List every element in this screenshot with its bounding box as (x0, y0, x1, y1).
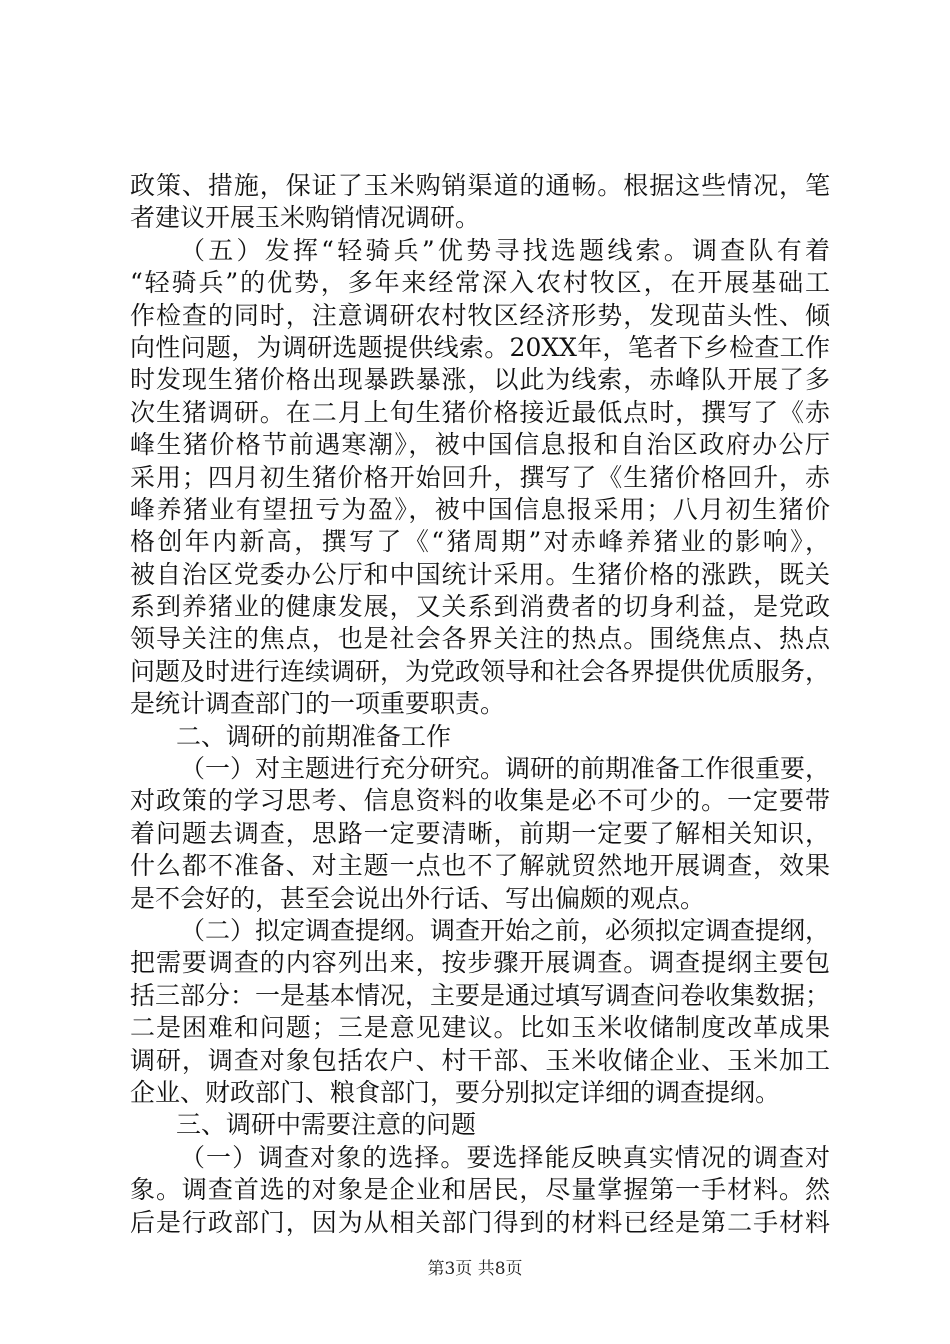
text-line-20: 对政策的学习思考、信息资料的收集是必不可少的。一定要带 (130, 786, 830, 816)
text-line-26: 括三部分：一是基本情况，主要是通过填写调查问卷收集数据； (130, 980, 831, 1010)
text-line-21: 着问题去调查，思路一定要清晰，前期一定要了解相关知识， (130, 818, 830, 848)
text-line-5: 作检查的同时，注意调研农村牧区经济形势，发现苗头性、倾 (130, 300, 830, 330)
text-line-14: 系到养猪业的健康发展，又关系到消费者的切身利益，是党政 (130, 592, 830, 622)
text-line-32: 象。调查首选的对象是企业和居民，尽量掌握第一手材料。然 (130, 1175, 830, 1205)
page-number-label: 第3页 共8页 (427, 1259, 523, 1279)
text-line-29: 企业、财政部门、粮食部门，要分别拟定详细的调查提纲。 (130, 1077, 781, 1107)
text-line-1: 政策、措施，保证了玉米购销渠道的通畅。根据这些情况，笔 (130, 171, 830, 200)
text-line-31: （一）调查对象的选择。要选择能反映真实情况的调查对 (180, 1142, 830, 1172)
section-heading-3: 三、调研中需要注意的问题 (176, 1110, 477, 1140)
text-line-2: 者建议开展玉米购销情况调研。 (130, 203, 481, 233)
text-line-17: 是统计调查部门的一项重要职责。 (130, 689, 506, 719)
text-line-12: 格创年内新高，撰写了《“猪周期”对赤峰养猪业的影响》， (130, 527, 830, 557)
text-line-22: 什么都不准备、对主题一点也不了解就贸然地开展调查，效果 (130, 851, 830, 881)
page-footer (0, 1258, 950, 1280)
text-line-3: （五）发挥“轻骑兵”优势寻找选题线索。调查队有着 (180, 235, 830, 265)
text-line-10: 采用；四月初生猪价格开始回升，撰写了《生猪价格回升，赤 (130, 462, 830, 492)
text-line-15: 领导关注的焦点，也是社会各界关注的热点。围绕焦点、热点 (130, 624, 830, 654)
document-body (130, 170, 830, 1239)
text-line-7: 时发现生猪价格出现暴跌暴涨，以此为线索，赤峰队开展了多 (130, 365, 830, 395)
text-line-27: 二是困难和问题；三是意见建议。比如玉米收储制度改革成果 (130, 1013, 830, 1043)
text-line-19: （一）对主题进行充分研究。调研的前期准备工作很重要， (180, 754, 831, 784)
text-line-6: 向性问题，为调研选题提供线索。20XX年，笔者下乡检查工作 (130, 332, 830, 362)
text-line-13: 被自治区党委办公厅和中国统计采用。生猪价格的涨跌，既关 (130, 559, 830, 589)
section-heading-2: 二、调研的前期准备工作 (176, 721, 452, 751)
text-line-8: 次生猪调研。在二月上旬生猪价格接近最低点时，撰写了《赤 (130, 397, 830, 427)
text-line-25: 把需要调查的内容列出来，按步骤开展调查。调查提纲主要包 (130, 948, 830, 978)
text-line-11: 峰养猪业有望扭亏为盈》，被中国信息报采用；八月初生猪价 (130, 494, 830, 524)
text-line-16: 问题及时进行连续调研，为党政领导和社会各界提供优质服务， (130, 656, 831, 686)
text-line-4: “轻骑兵”的优势，多年来经常深入农村牧区，在开展基础工 (130, 268, 830, 298)
text-line-24: （二）拟定调查提纲。调查开始之前，必须拟定调查提纲， (180, 915, 831, 945)
text-line-33: 后是行政部门，因为从相关部门得到的材料已经是第二手材料 (130, 1207, 830, 1237)
text-line-23: 是不会好的，甚至会说出外行话、写出偏颇的观点。 (130, 883, 706, 913)
text-line-28: 调研，调查对象包括农户、村干部、玉米收储企业、玉米加工 (130, 1045, 830, 1075)
text-line-9: 峰生猪价格节前遇寒潮》，被中国信息报和自治区政府办公厅 (130, 430, 830, 460)
